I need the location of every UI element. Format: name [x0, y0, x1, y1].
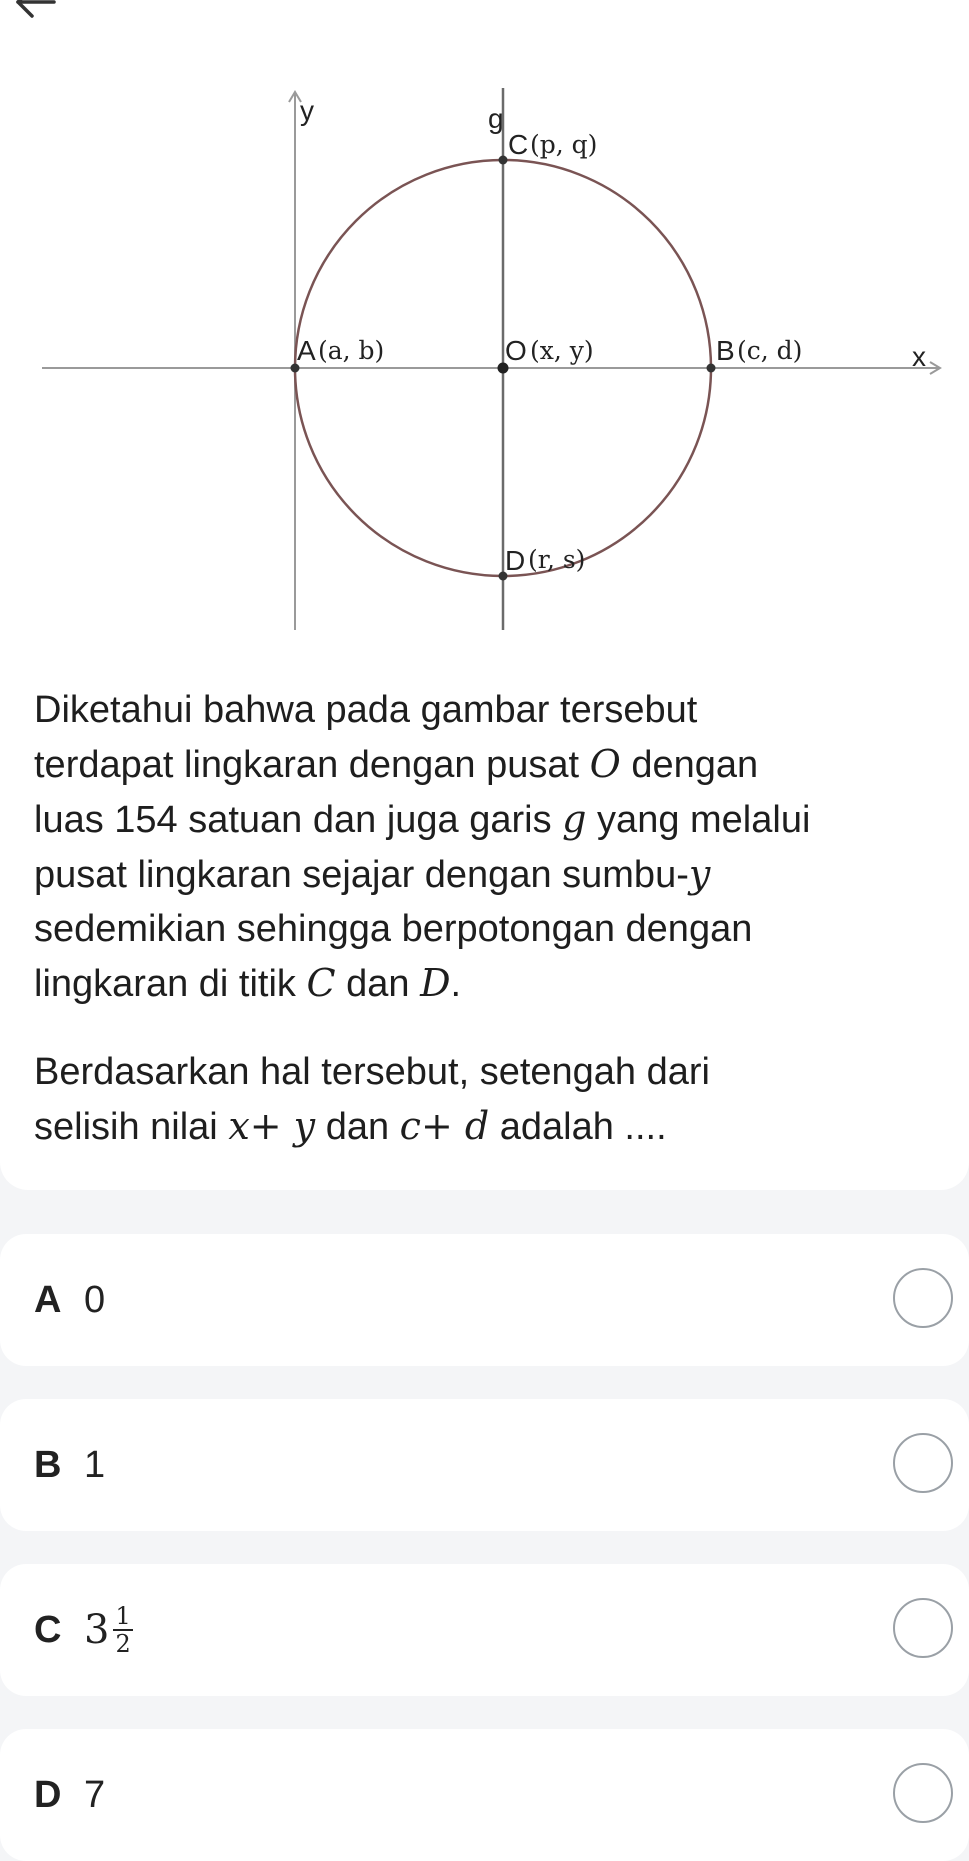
- point-a-coords: (a, b): [318, 336, 385, 365]
- circle-diagram: [0, 60, 969, 660]
- question-line: adalah ....: [489, 1106, 667, 1148]
- fraction: [113, 1603, 132, 1657]
- point-b-letter: B: [716, 335, 735, 366]
- math-g: g: [562, 797, 587, 841]
- question-line: sedemikian sehingga berpotongan dengan: [34, 908, 753, 950]
- question-line: Diketahui bahwa pada gambar tersebut: [34, 689, 698, 731]
- y-axis-label: y: [300, 95, 314, 126]
- line-g-label: g: [488, 103, 504, 134]
- x-axis-label: x: [912, 341, 926, 372]
- question-line: lingkaran di titik: [34, 963, 307, 1005]
- question-line: Berdasarkan hal tersebut, setengah dari: [34, 1051, 710, 1093]
- point-d-letter: D: [505, 545, 526, 576]
- question-line: dengan: [620, 744, 759, 786]
- math-d: D: [420, 961, 451, 1005]
- question-line: dan: [315, 1106, 400, 1148]
- option-value: 7: [84, 1774, 106, 1816]
- option-value: 1: [84, 1444, 106, 1486]
- point-d-coords: (r, s): [528, 545, 586, 574]
- radio-button[interactable]: [893, 1433, 953, 1493]
- point-b-coords: (c, d): [737, 336, 803, 365]
- option-d[interactable]: [0, 1729, 969, 1861]
- point-a-letter: A: [297, 335, 316, 366]
- point-c-coords: (p, q): [530, 130, 598, 159]
- point-c-letter: C: [508, 129, 529, 160]
- fraction-denominator: 2: [115, 1630, 131, 1658]
- option-letter: B: [34, 1444, 62, 1486]
- fraction-numerator: 1: [115, 1602, 131, 1630]
- radio-button[interactable]: [893, 1598, 953, 1658]
- question-line: dan: [335, 963, 421, 1005]
- radio-button[interactable]: [893, 1763, 953, 1823]
- question-prompt: [34, 1045, 954, 1154]
- option-letter: D: [34, 1774, 62, 1816]
- point-o-letter: O: [505, 335, 527, 366]
- back-arrow-icon[interactable]: [10, 0, 58, 32]
- question-line: .: [450, 963, 462, 1005]
- radio-button[interactable]: [893, 1268, 953, 1328]
- option-letter: C: [34, 1609, 62, 1651]
- option-b[interactable]: [0, 1399, 969, 1531]
- math-c: C: [306, 961, 336, 1005]
- question-line: pusat lingkaran sejajar dengan sumbu-: [34, 854, 689, 896]
- math-y: y: [688, 852, 711, 896]
- point-b: [707, 364, 716, 373]
- math-c-plus-d: c+ d: [399, 1104, 490, 1148]
- option-letter: A: [34, 1279, 62, 1321]
- mixed-number-whole: 3: [84, 1607, 110, 1653]
- math-x-plus-y: x+ y: [228, 1104, 316, 1148]
- point-o-coords: (x, y): [530, 336, 594, 365]
- option-value: 0: [84, 1279, 106, 1321]
- question-line: luas 154 satuan dan juga garis: [34, 799, 563, 841]
- question-line: selisih nilai: [34, 1106, 229, 1148]
- option-value: [84, 1564, 133, 1696]
- question-text: [34, 683, 954, 1011]
- option-a[interactable]: [0, 1234, 969, 1366]
- question-line: yang melalui: [586, 799, 811, 841]
- question-line: terdapat lingkaran dengan pusat: [34, 744, 590, 786]
- option-c[interactable]: [0, 1564, 969, 1696]
- point-c: [499, 156, 508, 165]
- math-o: O: [589, 742, 621, 786]
